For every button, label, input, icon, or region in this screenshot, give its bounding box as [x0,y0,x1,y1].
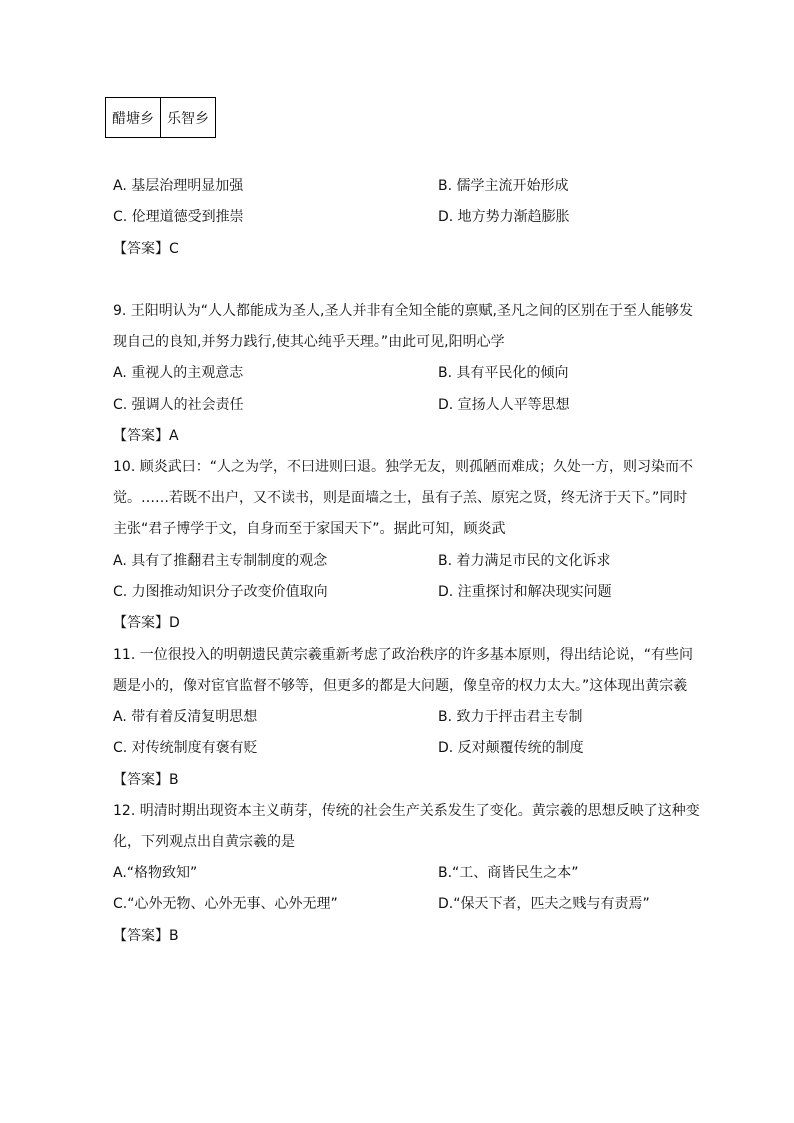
q12-option-d: D.“保天下者，匹夫之贱与有责焉” [438,896,650,912]
q8-answer: 【答案】C [113,241,179,257]
q11-option-b: B. 致力于抨击君主专制 [438,709,583,725]
q9-option-c: C. 强调人的社会责任 [113,397,244,413]
table-cell: 醋塘乡 [106,98,161,138]
q11-stem-line-1: 11. 一位很投入的明朝遗民黄宗羲重新考虑了政治秩序的许多基本原则，得出结论说，“有些问 [113,647,693,663]
q9-answer: 【答案】A [113,428,179,444]
q12-answer: 【答案】B [113,928,179,944]
q11-option-d: D. 反对颠覆传统的制度 [438,740,584,756]
q11-option-c: C. 对传统制度有褒有贬 [113,740,258,756]
q10-stem-line-3: 主张“君子博学于文，自身而至于家国天下”。据此可知，顾炎武 [113,521,506,537]
q10-option-b: B. 着力满足市民的文化诉求 [438,553,611,569]
q10-option-a: A. 具有了推翻君主专制制度的观念 [113,553,328,569]
q12-option-b: B.“工、商皆民生之本” [438,865,579,881]
q8-option-b: B. 儒学主流开始形成 [438,178,569,194]
table-cell: 乐智乡 [161,98,216,138]
q12-stem-line-2: 化，下列观点出自黄宗羲的是 [113,834,295,850]
q9-option-d: D. 宣扬人人平等思想 [438,397,570,413]
q10-answer: 【答案】D [113,615,180,631]
place-table [105,97,216,138]
q8-option-c: C. 伦理道德受到推崇 [113,209,244,225]
q8-option-d: D. 地方势力渐趋膨胀 [438,209,570,225]
q9-option-a: A. 重视人的主观意志 [113,365,244,381]
q9-stem-line-2: 现自己的良知,并努力践行,使其心纯乎天理。”由此可见,阳明心学 [113,334,505,350]
q11-answer: 【答案】B [113,772,179,788]
q12-stem-line-1: 12. 明清时期出现资本主义萌芽，传统的社会生产关系发生了变化。黄宗羲的思想反映了这种变 [113,803,700,819]
q12-option-c: C.“心外无物、心外无事、心外无理” [113,896,338,912]
q10-stem-line-2: 觉。……若既不出户，又不读书，则是面墙之士，虽有子羔、原宪之贤，终无济于天下。”同时 [113,490,688,506]
q11-stem-line-2: 题是小的，像对宦官监督不够等，但更多的都是大问题，像皇帝的权力太大。”这体现出黄宗羲 [113,678,688,694]
q8-option-a: A. 基层治理明显加强 [113,178,244,194]
q11-option-a: A. 带有着反清复明思想 [113,709,258,725]
q10-option-d: D. 注重探讨和解决现实问题 [438,584,612,600]
q10-stem-line-1: 10. 顾炎武曰：“人之为学，不曰进则曰退。独学无友，则孤陋而难成；久处一方，则习染而不 [113,459,693,475]
q12-option-a: A.“格物致知” [113,865,198,881]
q10-option-c: C. 力图推动知识分子改变价值取向 [113,584,328,600]
q9-stem-line-1: 9. 王阳明认为“人人都能成为圣人,圣人并非有全知全能的禀赋,圣凡之间的区别在于至人能够发 [113,303,693,319]
q9-option-b: B. 具有平民化的倾向 [438,365,569,381]
